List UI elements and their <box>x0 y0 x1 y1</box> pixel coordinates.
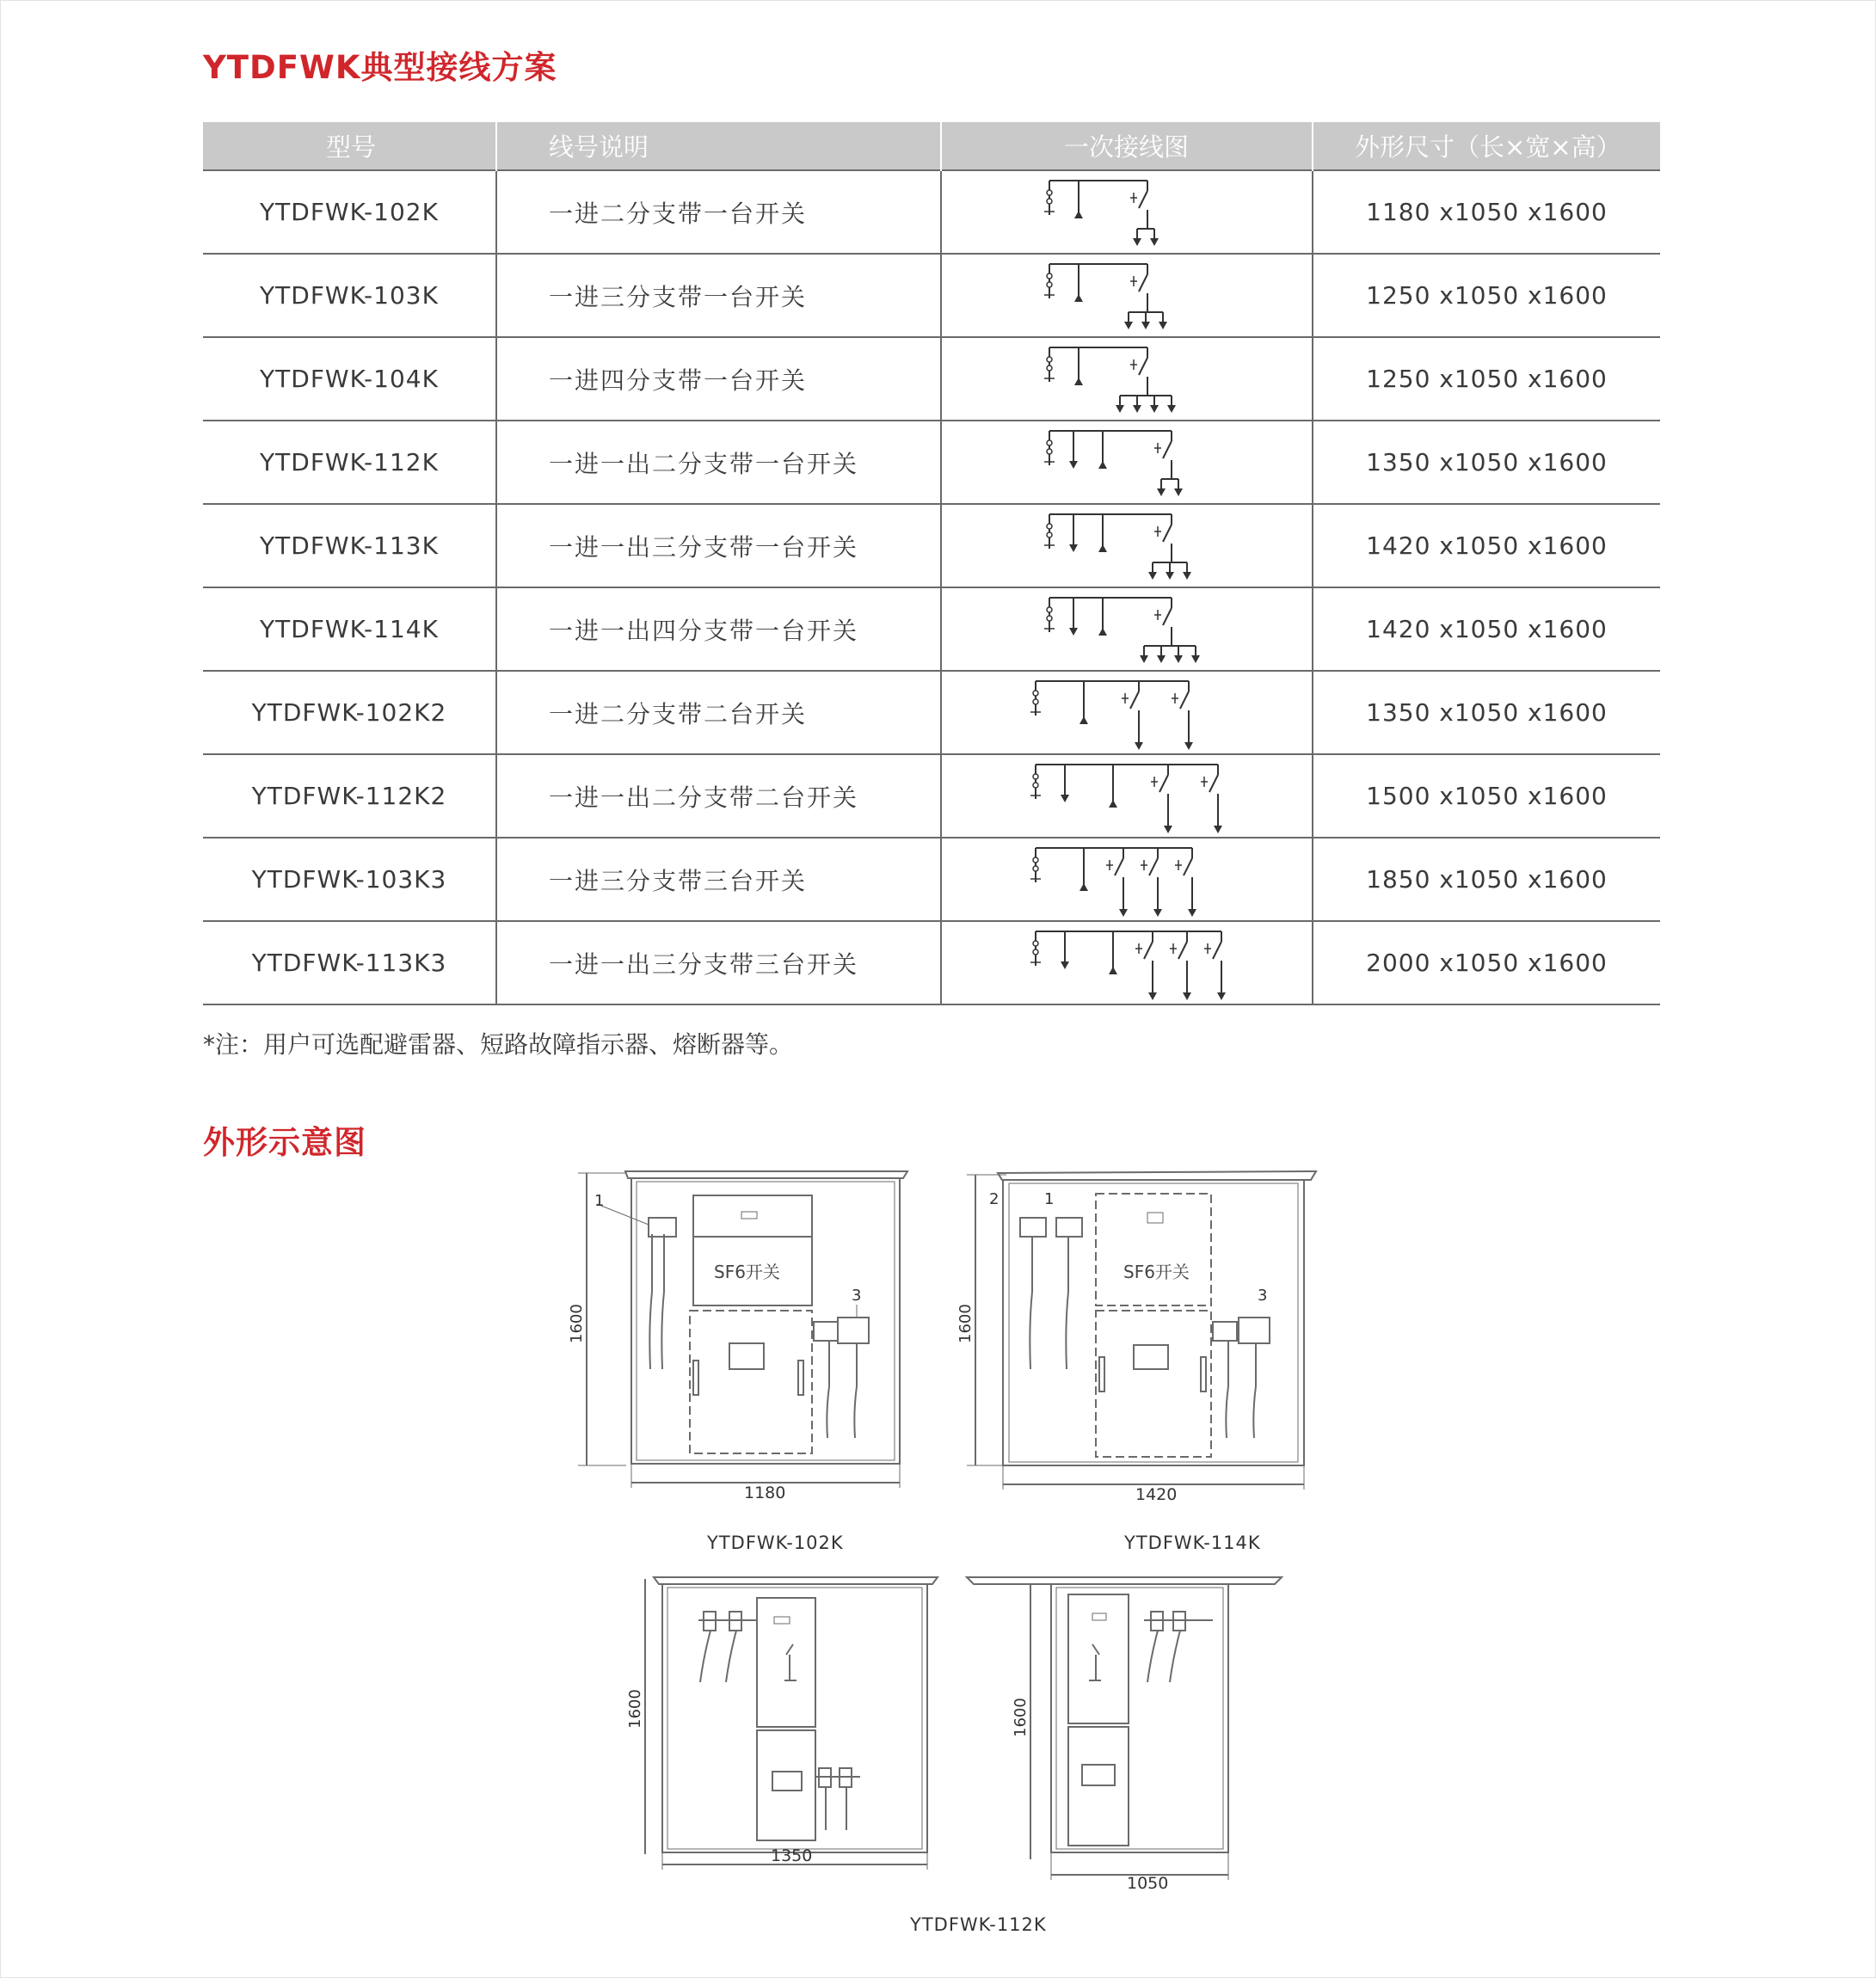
dimensions-cell: 1850 x1050 x1600 <box>1313 838 1660 921</box>
header-model: 型号 <box>203 122 496 170</box>
description-cell: 一进二分支带一台开关 <box>496 170 941 254</box>
table-row <box>203 921 1660 1004</box>
wiring-diagram-cell <box>941 421 1313 504</box>
wiring-diagram-cell <box>941 587 1313 671</box>
wiring-diagram-cell <box>941 504 1313 587</box>
dimensions-cell: 1250 x1050 x1600 <box>1313 337 1660 421</box>
outline-drawing-side <box>963 1569 1290 1895</box>
callout-3: 3 <box>852 1287 862 1305</box>
description-cell: 一进三分支带三台开关 <box>496 838 941 921</box>
callout-1: 1 <box>1044 1190 1055 1208</box>
model-cell: YTDFWK-114K <box>203 587 496 671</box>
switch-label: SF6开关 <box>1123 1262 1190 1282</box>
table-row <box>203 170 1660 254</box>
outline-title: 外形示意图 <box>203 1124 366 1161</box>
dimensions-cell: 1420 x1050 x1600 <box>1313 587 1660 671</box>
width-dimension: 1350 <box>771 1846 813 1865</box>
description-cell: 一进一出三分支带一台开关 <box>496 504 941 587</box>
width-dimension: 1420 <box>1135 1485 1178 1504</box>
height-dimension: 1600 <box>626 1689 644 1729</box>
callout-1: 1 <box>594 1192 605 1210</box>
wiring-diagram-cell <box>941 170 1313 254</box>
wiring-diagram-cell <box>941 754 1313 838</box>
table-row <box>203 337 1660 421</box>
model-cell: YTDFWK-112K2 <box>203 754 496 838</box>
dimensions-cell: 1420 x1050 x1600 <box>1313 504 1660 587</box>
dimensions-cell: 1250 x1050 x1600 <box>1313 254 1660 337</box>
header-dimensions: 外形尺寸（长×宽×高） <box>1313 122 1660 170</box>
dimensions-cell: 2000 x1050 x1600 <box>1313 921 1660 1004</box>
description-cell: 一进一出二分支带二台开关 <box>496 754 941 838</box>
model-cell: YTDFWK-102K <box>203 170 496 254</box>
table-row <box>203 838 1660 921</box>
outline-drawing-102k <box>559 1163 920 1522</box>
wiring-diagram-cell <box>941 838 1313 921</box>
wiring-diagram <box>1015 507 1239 585</box>
table-row <box>203 254 1660 337</box>
description-cell: 一进一出三分支带三台开关 <box>496 921 941 1004</box>
wiring-diagram <box>1015 758 1239 835</box>
description-cell: 一进一出四分支带一台开关 <box>496 587 941 671</box>
dimensions-cell: 1350 x1050 x1600 <box>1313 421 1660 504</box>
table-header-row <box>203 122 1660 170</box>
table-row <box>203 671 1660 754</box>
outline-drawing-112k <box>619 1569 946 1878</box>
wiring-scheme-title: YTDFWK典型接线方案 <box>203 49 557 86</box>
drawing-caption-114k: YTDFWK-114K <box>1124 1533 1261 1553</box>
wiring-diagram-cell <box>941 921 1313 1004</box>
description-cell: 一进三分支带一台开关 <box>496 254 941 337</box>
height-dimension: 1600 <box>1012 1698 1030 1737</box>
outline-drawing-114k <box>955 1163 1325 1522</box>
table-row <box>203 754 1660 838</box>
model-cell: YTDFWK-112K <box>203 421 496 504</box>
wiring-diagram-cell <box>941 337 1313 421</box>
drawing-caption-102k: YTDFWK-102K <box>707 1533 844 1553</box>
wiring-diagram-cell <box>941 671 1313 754</box>
switch-label: SF6开关 <box>714 1262 780 1282</box>
wiring-diagram <box>1015 924 1239 1002</box>
model-cell: YTDFWK-113K <box>203 504 496 587</box>
wiring-diagram <box>1015 424 1239 501</box>
description-cell: 一进二分支带二台开关 <box>496 671 941 754</box>
wiring-diagram <box>1015 591 1239 668</box>
footnote: *注：用户可选配避雷器、短路故障指示器、熔断器等。 <box>203 1030 794 1059</box>
dimensions-cell: 1500 x1050 x1600 <box>1313 754 1660 838</box>
wiring-diagram <box>1015 674 1239 752</box>
table-row <box>203 587 1660 671</box>
description-cell: 一进四分支带一台开关 <box>496 337 941 421</box>
width-dimension: 1180 <box>744 1484 786 1502</box>
callout-3: 3 <box>1258 1287 1268 1305</box>
height-dimension: 1600 <box>568 1304 586 1343</box>
wiring-diagram <box>1015 841 1239 918</box>
dimensions-cell: 1180 x1050 x1600 <box>1313 170 1660 254</box>
header-description: 线号说明 <box>496 122 941 170</box>
wiring-diagram <box>1015 174 1239 251</box>
header-wiring-diagram: 一次接线图 <box>941 122 1313 170</box>
model-cell: YTDFWK-104K <box>203 337 496 421</box>
dimensions-cell: 1350 x1050 x1600 <box>1313 671 1660 754</box>
wiring-diagram <box>1015 341 1239 418</box>
drawing-caption-112k: YTDFWK-112K <box>910 1914 1047 1935</box>
wiring-diagram <box>1015 257 1239 335</box>
callout-2: 2 <box>989 1190 1000 1208</box>
model-cell: YTDFWK-102K2 <box>203 671 496 754</box>
description-cell: 一进一出二分支带一台开关 <box>496 421 941 504</box>
table-row <box>203 504 1660 587</box>
width-dimension: 1050 <box>1127 1874 1169 1893</box>
wiring-scheme-table <box>203 122 1660 1005</box>
model-cell: YTDFWK-113K3 <box>203 921 496 1004</box>
height-dimension: 1600 <box>956 1304 975 1343</box>
wiring-diagram-cell <box>941 254 1313 337</box>
table-row <box>203 421 1660 504</box>
model-cell: YTDFWK-103K <box>203 254 496 337</box>
model-cell: YTDFWK-103K3 <box>203 838 496 921</box>
